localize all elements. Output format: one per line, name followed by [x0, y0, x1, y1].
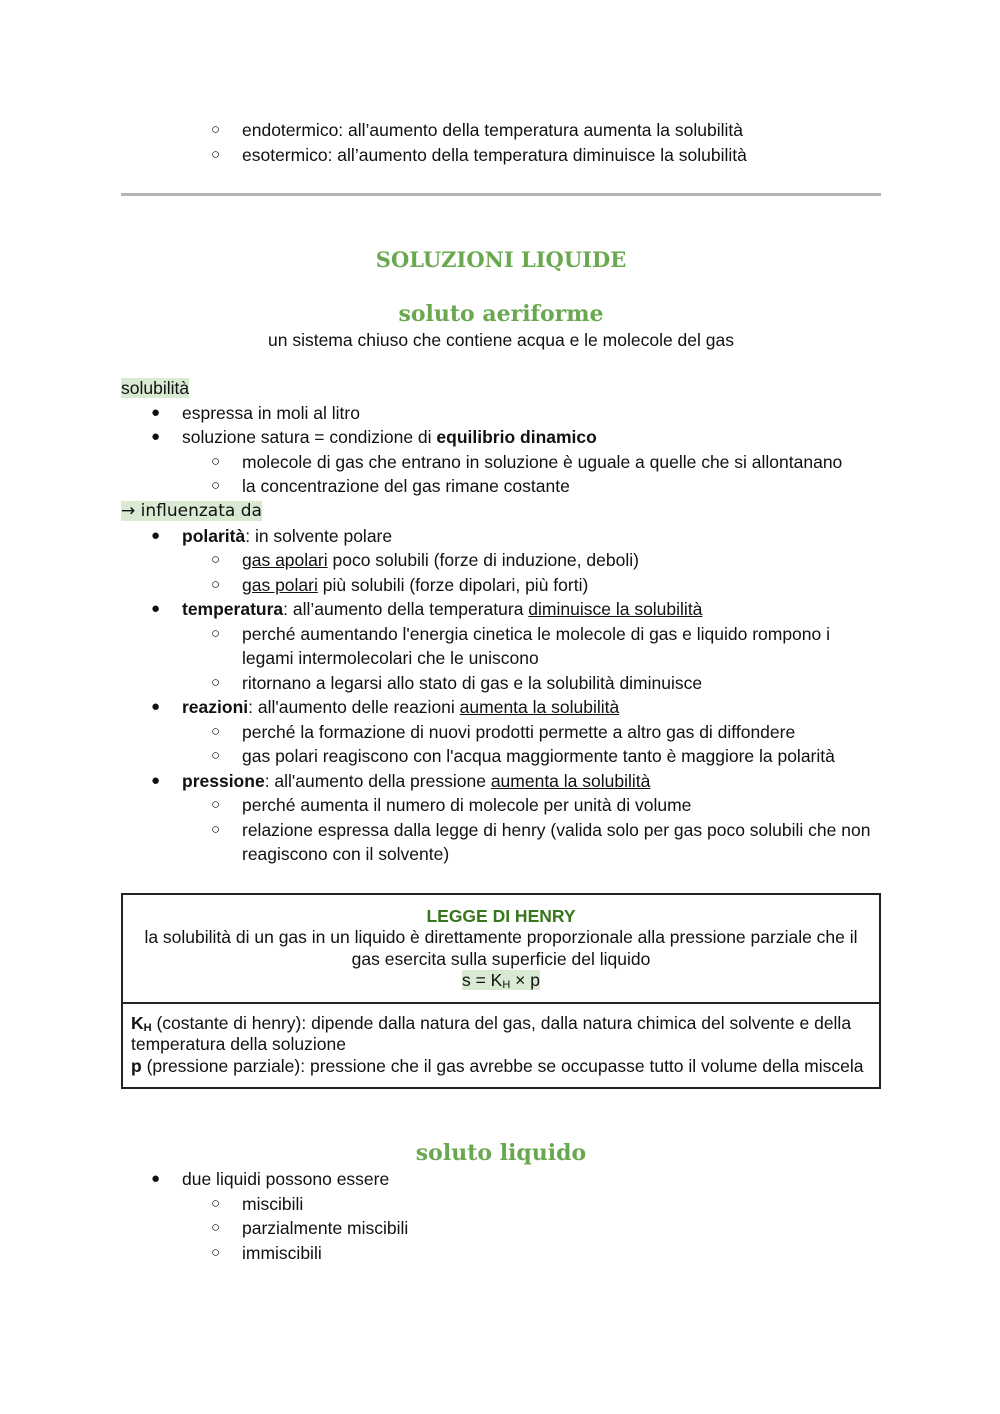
list-item: ○ esotermico: all’aumento della temperatura diminuisce la solubilità — [121, 143, 881, 168]
bullet-icon: ● — [151, 1170, 161, 1187]
horizontal-rule — [121, 193, 881, 196]
list-item: ○ endotermico: all’aumento della temperatura aumenta la solubilità — [121, 118, 881, 143]
list-item: ○ immiscibili — [121, 1241, 881, 1266]
list-item: ○ gas apolari poco solubili (forze di induzione, deboli) — [121, 548, 881, 573]
kh-definition: $K_H$ (costante di henry): dipende dalla natura del gas, dalla natura chimica del solvente e della temperatura della soluzione — [131, 1012, 852, 1054]
document-page — [121, 118, 881, 1265]
bullet-icon: ● — [151, 698, 161, 715]
list-item: ● due liquidi possono essere — [121, 1167, 881, 1192]
hollow-bullet-icon: ○ — [211, 1243, 221, 1261]
hollow-bullet-icon: ○ — [211, 1194, 221, 1212]
henry-law-title: LEGGE DI HENRY — [426, 905, 576, 926]
list-item: ○ gas polari reagiscono con l'acqua maggiormente tanto è maggiore la polarità — [121, 744, 881, 769]
hollow-bullet-icon: ○ — [211, 145, 221, 163]
heading-soluto-liquido: soluto liquido — [415, 1140, 587, 1166]
hollow-bullet-icon: ○ — [211, 121, 221, 138]
bullet-icon: ● — [151, 403, 161, 421]
hollow-bullet-icon: ○ — [211, 624, 221, 642]
hollow-bullet-icon: ○ — [211, 477, 221, 494]
intro-list — [121, 118, 881, 167]
list-item-polarita: ● polarità: in solvente polare — [121, 524, 881, 549]
hollow-bullet-icon: ○ — [211, 1219, 221, 1236]
henry-law-definitions — [123, 1004, 879, 1088]
hollow-bullet-icon: ○ — [211, 673, 221, 691]
influenzata-row — [121, 499, 881, 524]
henry-law-header — [123, 895, 879, 1004]
bullet-icon: ● — [151, 428, 161, 445]
hollow-bullet-icon: ○ — [211, 551, 221, 568]
hollow-bullet-icon: ○ — [211, 747, 221, 764]
henry-law-formula: $s = K_H \times p$ — [461, 970, 540, 991]
list-item-pressione: ● pressione: all'aumento della pressione aumenta la solubilità — [121, 769, 881, 794]
bullet-icon: ● — [151, 526, 161, 544]
list-item: ○ gas polari più solubili (forze dipolari, più forti) — [121, 573, 881, 598]
section-title: SOLUZIONI LIQUIDE — [375, 247, 627, 272]
hollow-bullet-icon: ○ — [211, 796, 221, 813]
list-item: ○ perché la formazione di nuovi prodotti permette a altro gas di diffondere — [121, 720, 881, 745]
aeriforme-subtitle: un sistema chiuso che contiene acqua e le molecole del gas — [268, 330, 734, 350]
list-item: ○ perché aumentando l'energia cinetica le molecole di gas e liquido rompono i legami intermolecolari che le uniscono — [211, 623, 831, 668]
hollow-bullet-icon: ○ — [211, 820, 221, 838]
list-item-temperatura: ● temperatura: all’aumento della temperatura diminuisce la solubilità — [121, 597, 881, 622]
henry-law-statement: la solubilità di un gas in un liquido è direttamente proporzionale alla pressione parziale che il gas esercita sulla superficie del liquido — [144, 927, 858, 969]
hollow-bullet-icon: ○ — [211, 722, 221, 740]
bullet-icon: ● — [151, 771, 161, 789]
hollow-bullet-icon: ○ — [211, 452, 221, 470]
solubilita-label: solubilità — [121, 378, 190, 398]
hollow-bullet-icon: ○ — [211, 575, 221, 593]
bullet-icon: ● — [151, 600, 161, 617]
list-item: ○ la concentrazione del gas rimane costante — [121, 474, 881, 499]
list-item: ● espressa in moli al litro — [121, 401, 881, 426]
list-item: ○ molecole di gas che entrano in soluzione è uguale a quelle che si allontanano — [121, 450, 881, 475]
p-definition: p (pressione parziale): pressione che il gas avrebbe se occupasse tutto il volume della miscela — [131, 1055, 864, 1076]
list-item-reazioni: ● reazioni: all'aumento delle reazioni aumenta la solubilità — [121, 695, 881, 720]
henry-law-box — [121, 893, 881, 1090]
list-item: ○ ritornano a legarsi allo stato di gas e la solubilità diminuisce — [121, 671, 881, 696]
solubilita-label-row — [121, 376, 881, 401]
list-item: ○ parzialmente miscibili — [121, 1216, 881, 1241]
list-item: ○ relazione espressa dalla legge di henry (valida solo per gas poco solubili che non reagiscono con il solvente) — [211, 819, 871, 864]
influenzata-label: → influenzata da — [121, 500, 262, 521]
heading-soluto-aeriforme: soluto aeriforme — [398, 301, 604, 327]
list-item: ○ miscibili — [121, 1192, 881, 1217]
list-item: ● soluzione satura = condizione di equilibrio dinamico — [121, 425, 881, 450]
list-item: ○ perché aumenta il numero di molecole per unità di volume — [121, 793, 881, 818]
